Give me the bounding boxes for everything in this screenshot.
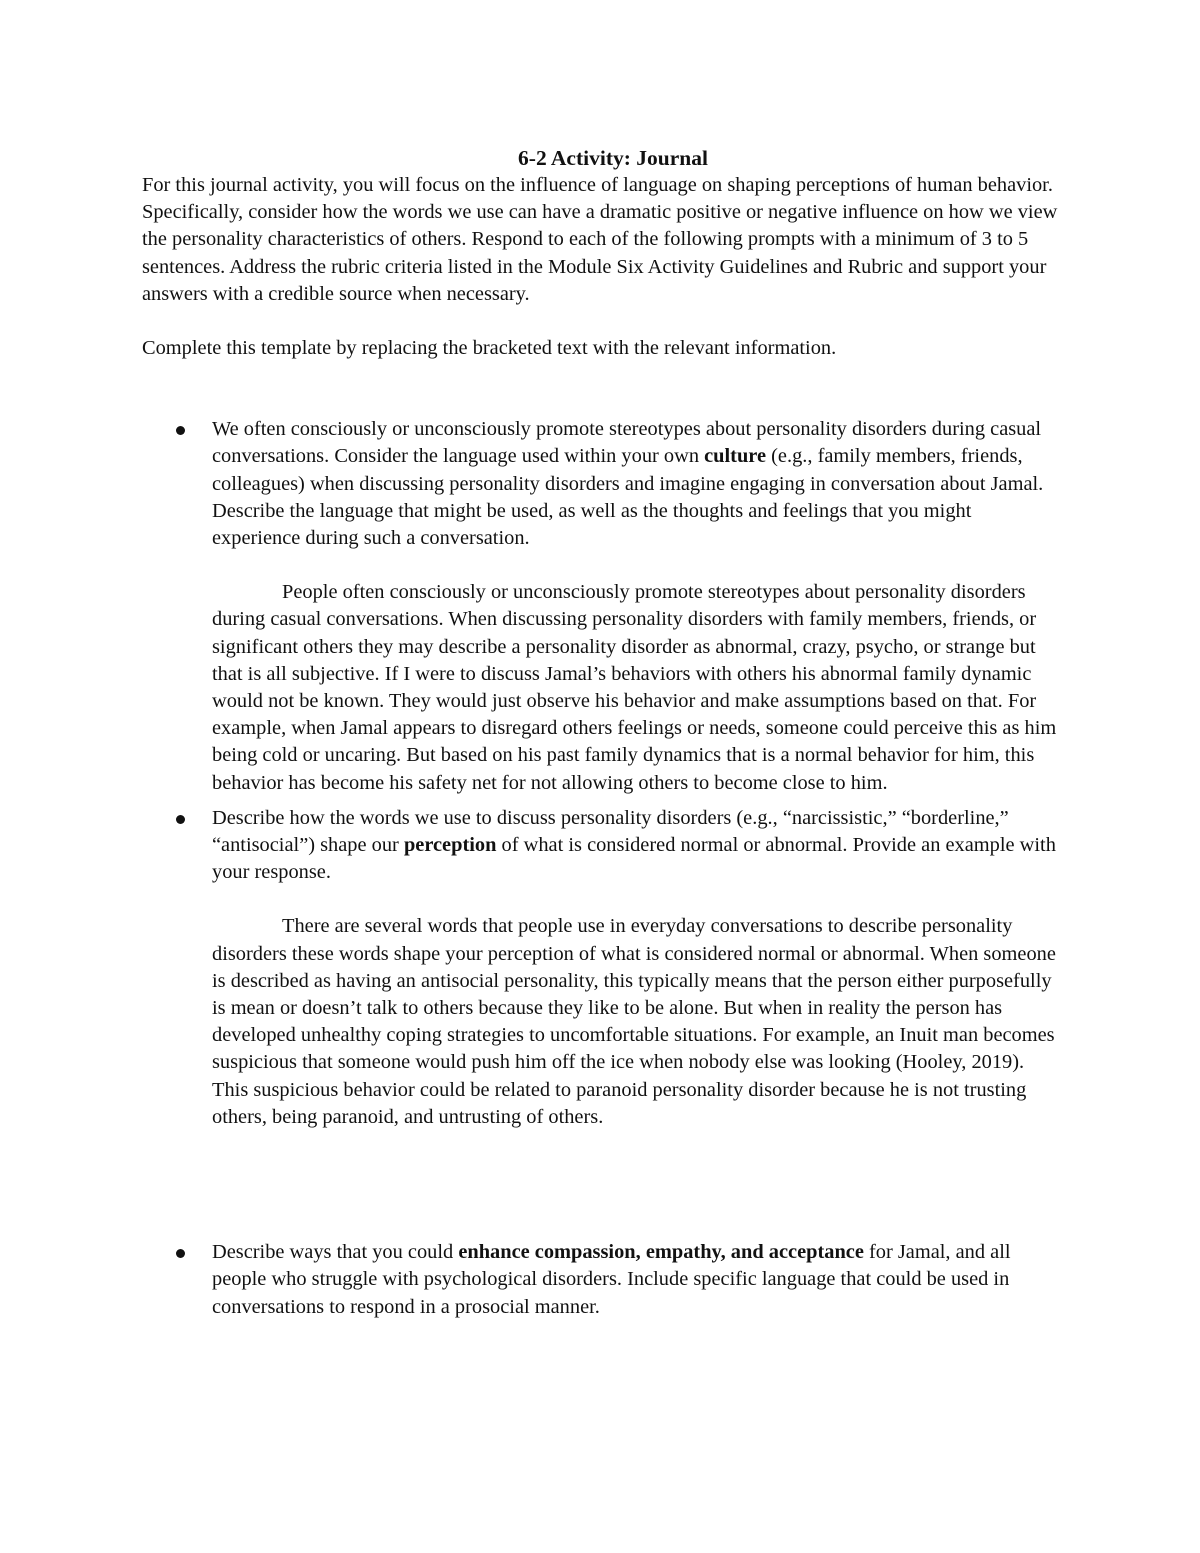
list-item bbox=[142, 805, 1060, 1131]
prompt-bold-term: culture bbox=[704, 445, 767, 468]
answer-paragraph: People often consciously or unconsciously promote stereotypes about personality disorders during casual conversations. When discussing personality disorders with family members, friends, or significant others they may describe a personality disorder as abnormal, crazy, psycho, or strange but that is all subjective. If I were to discuss Jamal’s behaviors with others his abnormal family dynamic would not be known. They would just observe his behavior and make assumptions based on that. For example, when Jamal appears to disregard others feelings or needs, someone could perceive this as him being cold or uncaring. But based on his past family dynamics that is a normal behavior for him, this behavior has become his safety net for not allowing others to become close to him. bbox=[212, 581, 1057, 794]
prompt-text-after: of what is considered normal or abnormal. Provide an example with your response. bbox=[212, 834, 1056, 884]
prompt-text bbox=[212, 805, 1060, 887]
prompt-text bbox=[212, 1239, 1060, 1321]
document-body bbox=[142, 144, 1060, 1321]
prompt-text bbox=[212, 416, 1060, 552]
answer-paragraph: There are several words that people use in everyday conversations to describe personality disorders these words shape your perception of what is considered normal or abnormal. When someone is described as having an antisocial personality, this typically means that the person either purposefully is mean or doesn’t talk to others because they like to be alone. But when in reality the person has developed unhealthy coping strategies to uncomfortable situations. For example, an Inuit man becomes suspicious that someone would push him off the ice when nobody else was looking (Hooley, 2019). This suspicious behavior could be related to paranoid personality disorder because he is not trusting others, being paranoid, and untrusting of others. bbox=[212, 915, 1056, 1128]
prompt-text-after: (e.g., family members, friends, colleagues) when discussing personality disorders and imagine engaging in conversation about Jamal. Describe the language that might be used, as well as the thoughts and feelings that you might experience during such a conversation. bbox=[212, 445, 1044, 550]
bullet-icon bbox=[176, 1249, 185, 1258]
prompt-text-before: Describe how the words we use to discuss personality disorders (e.g., “narcissistic,” “borderline,” “antisocial”) shape our bbox=[212, 806, 1009, 857]
prompt-text-after: for Jamal, and all people who struggle with psychological disorders. Include specific language that could be used in conversations to respond in a prosocial manner. bbox=[212, 1241, 1011, 1318]
bullet-icon bbox=[176, 815, 185, 824]
list-item bbox=[142, 416, 1060, 797]
prompt-bold-term: enhance compassion, empathy, and acceptance bbox=[458, 1241, 864, 1264]
page-title: 6-2 Activity: Journal bbox=[518, 146, 708, 170]
intro-paragraph: For this journal activity, you will focus on the influence of language on shaping perceptions of human behavior. Specifically, consider how the words we use can have a dramatic positive or negative influence on how we view the personality characteristics of others. Respond to each of the following prompts with a minimum of 3 to 5 sentences. Address the rubric criteria listed in the Module Six Activity Guidelines and Rubric and support your answers with a credible source when necessary. bbox=[142, 174, 1058, 305]
prompt-text-before: Describe ways that you could bbox=[212, 1241, 459, 1264]
prompt-text-before: We often consciously or unconsciously promote stereotypes about personality disorders during casual conversations. Consider the language used within your own bbox=[212, 418, 1042, 468]
prompt-list bbox=[142, 416, 1060, 1320]
list-item bbox=[142, 1239, 1060, 1321]
bullet-icon bbox=[176, 426, 185, 435]
instruction-paragraph: Complete this template by replacing the bracketed text with the relevant information. bbox=[142, 337, 837, 360]
prompt-bold-term: perception bbox=[403, 834, 497, 857]
